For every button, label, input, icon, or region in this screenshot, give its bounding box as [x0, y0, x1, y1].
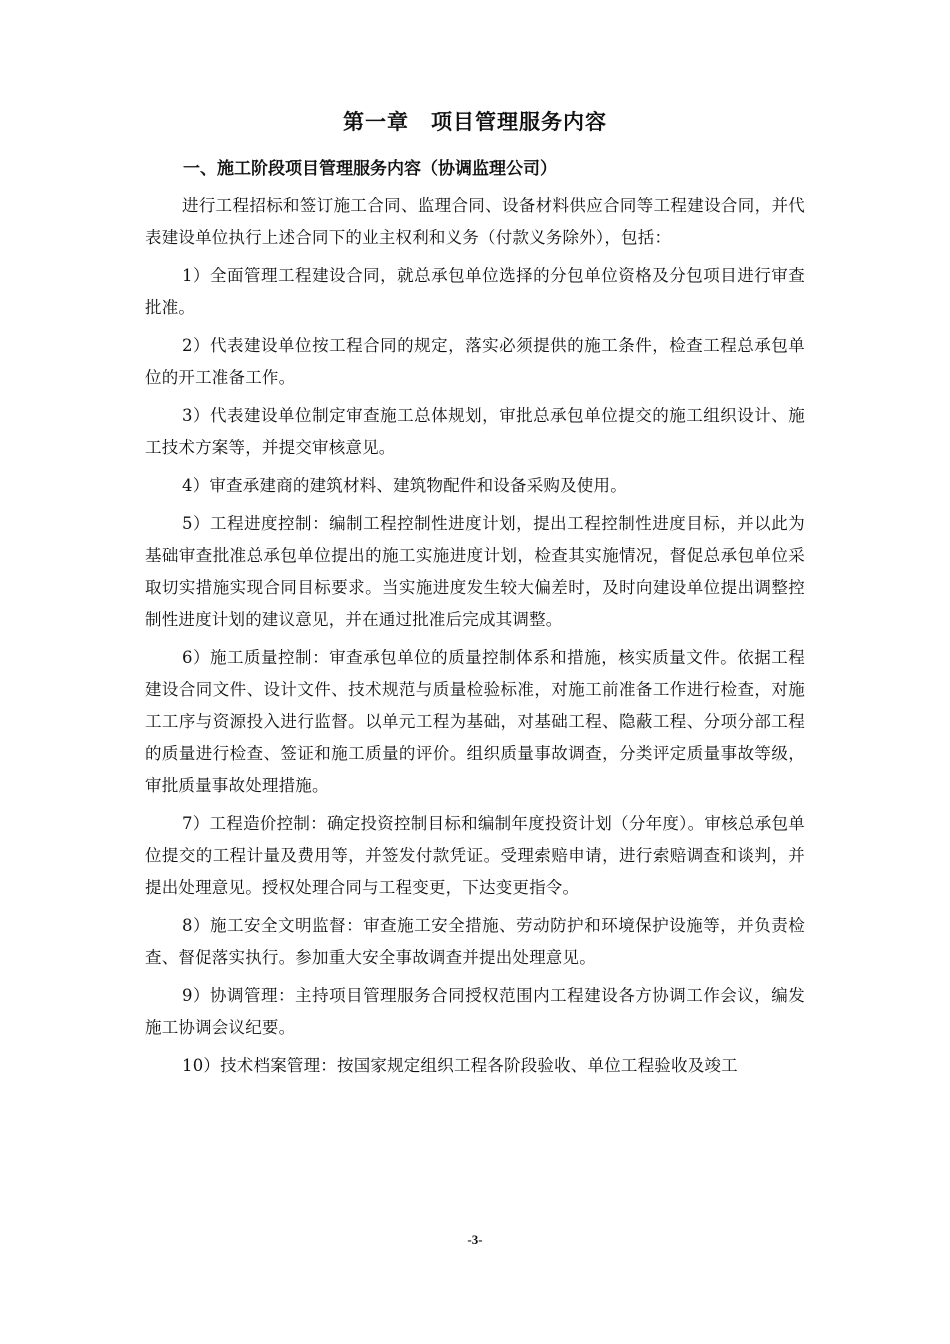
paragraph-item-7: 7）工程造价控制：确定投资控制目标和编制年度投资计划（分年度）。审核总承包单位提交的工程计量及费用等，并签发付款凭证。受理索赔申请，进行索赔调查和谈判，并提出处理意见。授权处理合同与工程变更，下达变更指令。	[145, 814, 805, 897]
paragraph-intro: 进行工程招标和签订施工合同、监理合同、设备材料供应合同等工程建设合同，并代表建设单位执行上述合同下的业主权利和义务（付款义务除外），包括：	[145, 196, 805, 247]
page-number: -3-	[467, 1232, 483, 1247]
section-heading: 一、施工阶段项目管理服务内容（协调监理公司）	[183, 159, 557, 179]
paragraph-item-9: 9）协调管理：主持项目管理服务合同授权范围内工程建设各方协调工作会议，编发施工协调会议纪要。	[145, 986, 805, 1037]
chapter-title: 第一章 项目管理服务内容	[343, 109, 607, 134]
paragraph-item-4: 4）审查承建商的建筑材料、建筑物配件和设备采购及使用。	[182, 476, 627, 495]
paragraph-item-1: 1）全面管理工程建设合同，就总承包单位选择的分包单位资格及分包项目进行审查批准。	[145, 266, 805, 317]
paragraph-item-3: 3）代表建设单位制定审查施工总体规划，审批总承包单位提交的施工组织设计、施工技术方案等，并提交审核意见。	[145, 406, 805, 457]
paragraph-item-5: 5）工程进度控制：编制工程控制性进度计划，提出工程控制性进度目标，并以此为基础审查批准总承包单位提出的施工实施进度计划，检查其实施情况，督促总承包单位采取切实措施实现合同目标要求。当实施进度发生较大偏差时，及时向建设单位提出调整控制性进度计划的建议意见，并在通过批准后完成其调整。	[145, 514, 805, 629]
paragraph-item-6: 6）施工质量控制：审查承包单位的质量控制体系和措施，核实质量文件。依据工程建设合同文件、设计文件、技术规范与质量检验标准，对施工前准备工作进行检查，对施工工序与资源投入进行监督。以单元工程为基础，对基础工程、隐蔽工程、分项分部工程的质量进行检查、签证和施工质量的评价。组织质量事故调查，分类评定质量事故等级，审批质量事故处理措施。	[145, 648, 805, 795]
paragraph-item-2: 2）代表建设单位按工程合同的规定，落实必须提供的施工条件，检查工程总承包单位的开工准备工作。	[145, 336, 805, 387]
paragraph-item-8: 8）施工安全文明监督：审查施工安全措施、劳动防护和环境保护设施等，并负责检查、督促落实执行。参加重大安全事故调查并提出处理意见。	[145, 916, 805, 967]
paragraph-item-10: 10）技术档案管理：按国家规定组织工程各阶段验收、单位工程验收及竣工	[182, 1056, 738, 1075]
body-text	[145, 190, 805, 1088]
